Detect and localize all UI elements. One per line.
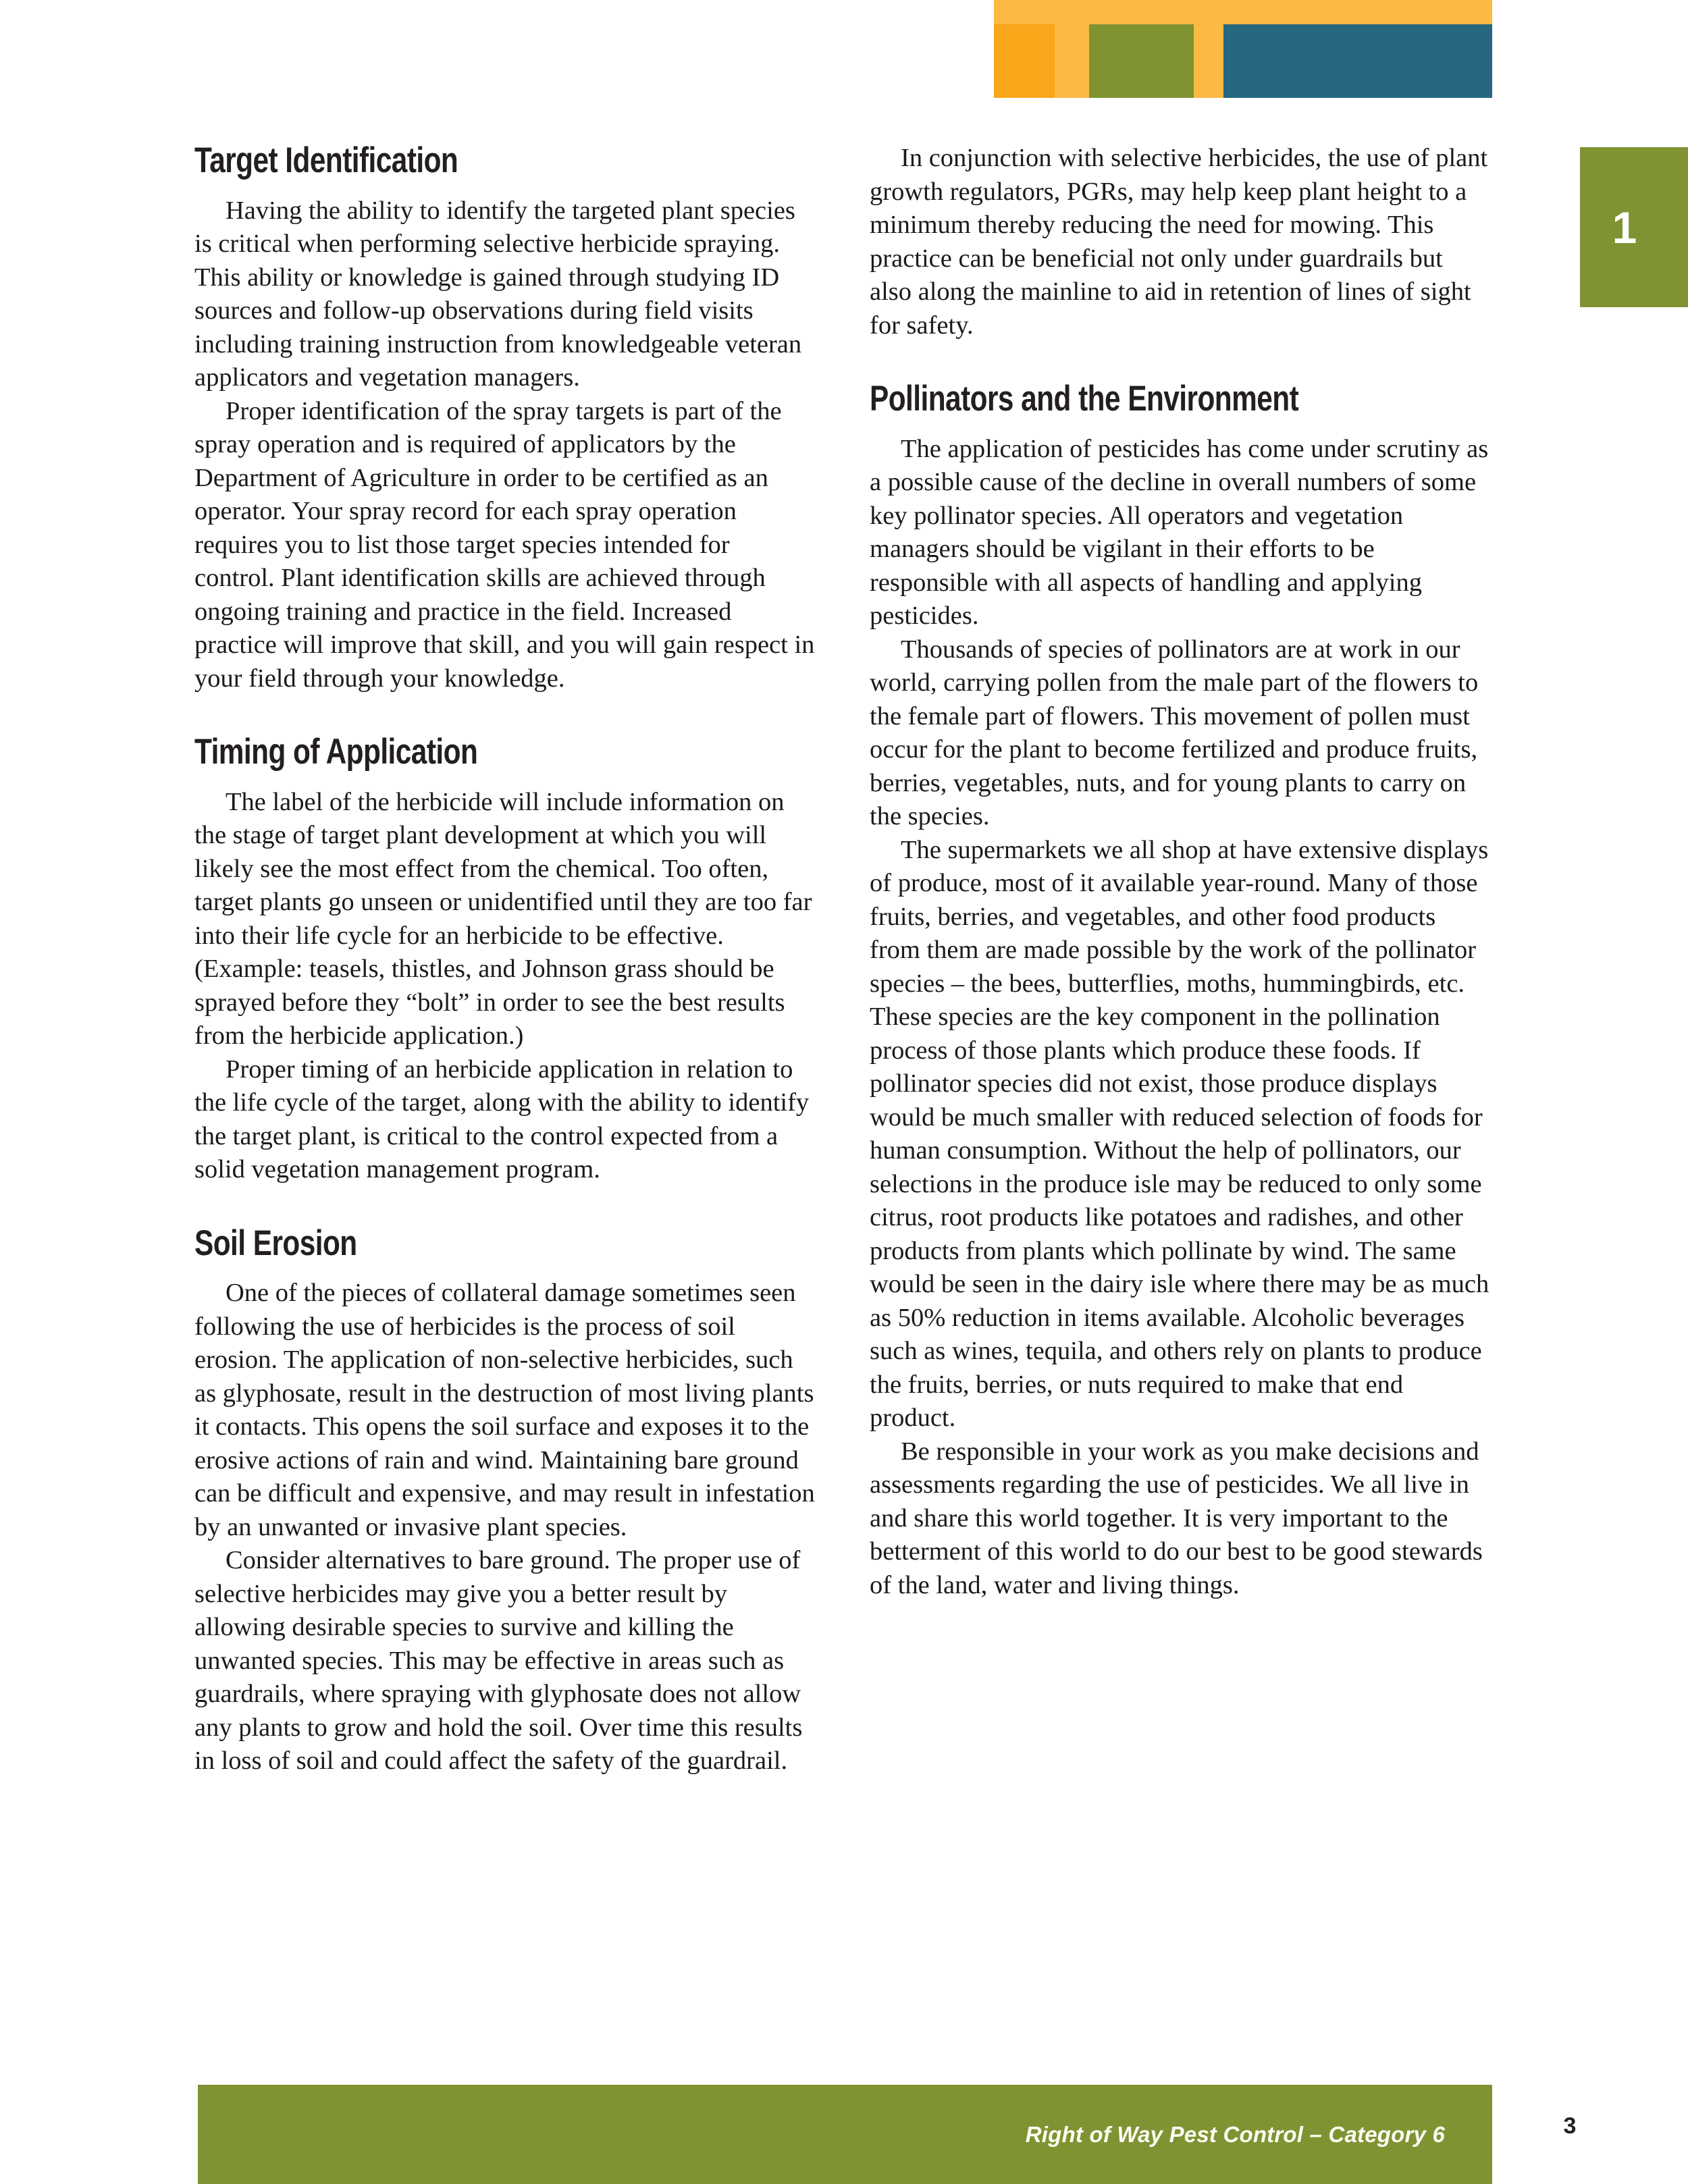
paragraph-timing-2: Proper timing of an herbicide application in relation to the life cycle of the target, along with the ability to identify the target plant, is critical to the control expected from a solid vegetation management program. [194, 1055, 810, 1184]
section-heading-timing-of-application: Timing of Application [194, 732, 478, 772]
header-block-orange [994, 24, 1055, 98]
paragraph-pollinators-1: The application of pesticides has come under scrutiny as a possible cause of the decline in overall numbers of some key pollinator species. All operators and vegetation managers should be vigilant in their efforts to be responsible with all aspects of handling and applying pesticides. [870, 434, 1489, 631]
section-heading-target-identification: Target Identification [194, 140, 458, 180]
paragraph-pgr-lead: In conjunction with selective herbicides, the use of plant growth regulators, PGRs, may help keep plant height to a minimum thereby reducing the need for mowing. This practice can be beneficial not only under guardrails but also along the mainline to aid in retention of lines of sight for safety. [870, 144, 1488, 340]
chapter-number-tab [1580, 147, 1688, 307]
paragraph-soil-erosion-2: Consider alternatives to bare ground. The proper use of selective herbicides may give you a better result by allowing desirable species to survive and killing the unwanted species. This may be effective in areas such as guardrails, where spraying with glyphosate does not allow any plants to grow and hold the soil. Over time this results in loss of soil and could affect the safety of the guardrail. [194, 1546, 803, 1776]
paragraph-pollinators-2: Thousands of species of pollinators are at work in our world, carrying pollen from the male part of the flowers to the female part of flowers. This movement of pollen must occur for the plant to become fertilized and produce fruits, berries, vegetables, nuts, and for young plants to carry on the species. [870, 635, 1479, 831]
left-column [194, 142, 816, 1778]
right-column [870, 142, 1491, 1602]
footer-title: Right of Way Pest Control – Category 6 [1025, 2121, 1445, 2147]
section-heading-pollinators-and-the-environment: Pollinators and the Environment [870, 379, 1299, 419]
section-heading-soil-erosion: Soil Erosion [194, 1223, 357, 1263]
paragraph-soil-erosion-1: One of the pieces of collateral damage sometimes seen following the use of herbicides is the process of soil erosion. The application of non-selective herbicides, such as glyphosate, result in the destruction of most living plants it contacts. This opens the soil surface and exposes it to the erosive actions of rain and wind. Maintaining bare ground can be difficult and expensive, and may result in infestation by an unwanted or invasive plant species. [194, 1279, 815, 1541]
paragraph-pollinators-4: Be responsible in your work as you make decisions and assessments regarding the use of pesticides. We all live in and share this world together. It is very important to the betterment of this world to do our best to be good stewards of the land, water and living things. [870, 1437, 1483, 1599]
paragraph-target-identification-2: Proper identification of the spray targets is part of the spray operation and is required of applicators by the Department of Agriculture in order to be certified as an operator. Your spray record for each spray operation requires you to list those target species intended for control. Plant identification skills are achieved through ongoing training and practice in the field. Increased practice will improve that skill, and you will gain respect in your field through your knowledge. [194, 396, 815, 693]
paragraph-pollinators-3: The supermarkets we all shop at have extensive displays of produce, most of it available year-round. Many of those fruits, berries, and vegetables, and other food products from them are made possible by the work of the pollinator species – the bees, butterflies, moths, hummingbirds, etc. These species are the key component in the pollination process of those plants which produce these foods. If pollinator species did not exist, those produce displays would be much smaller with reduced selection of foods for human consumption. Without the help of pollinators, our selections in the produce isle may be reduced to only some citrus, root products like potatoes and radishes, and other products from plants which pollinate by wind. The same would be seen in the dairy isle where there may be as much as 50% reduction in items available. Alcoholic beverages such as wines, tequila, and others rely on plants to produce the fruits, berries, or nuts required to make that end product. [870, 835, 1489, 1433]
header-block-teal [1223, 24, 1492, 98]
page-number: 3 [1563, 2113, 1577, 2139]
chapter-number-label: 1 [1612, 202, 1637, 252]
header-block-green [1089, 24, 1194, 98]
paragraph-target-identification-1: Having the ability to identify the targeted plant species is critical when performing selective herbicide spraying. This ability or knowledge is gained through studying ID sources and follow-up observations during field visits including training instruction from knowledgeable veteran applicators and vegetation managers. [194, 196, 802, 392]
paragraph-timing-1: The label of the herbicide will include information on the stage of target plant development at which you will likely see the most effect from the chemical. Too often, target plants go unseen or unidentified until they are too far into their life cycle for an herbicide to be effective. (Example: teasels, thistles, and Johnson grass should be sprayed before they “bolt” in order to see the best results from the herbicide application.) [194, 787, 812, 1050]
footer-bar [198, 2085, 1492, 2184]
